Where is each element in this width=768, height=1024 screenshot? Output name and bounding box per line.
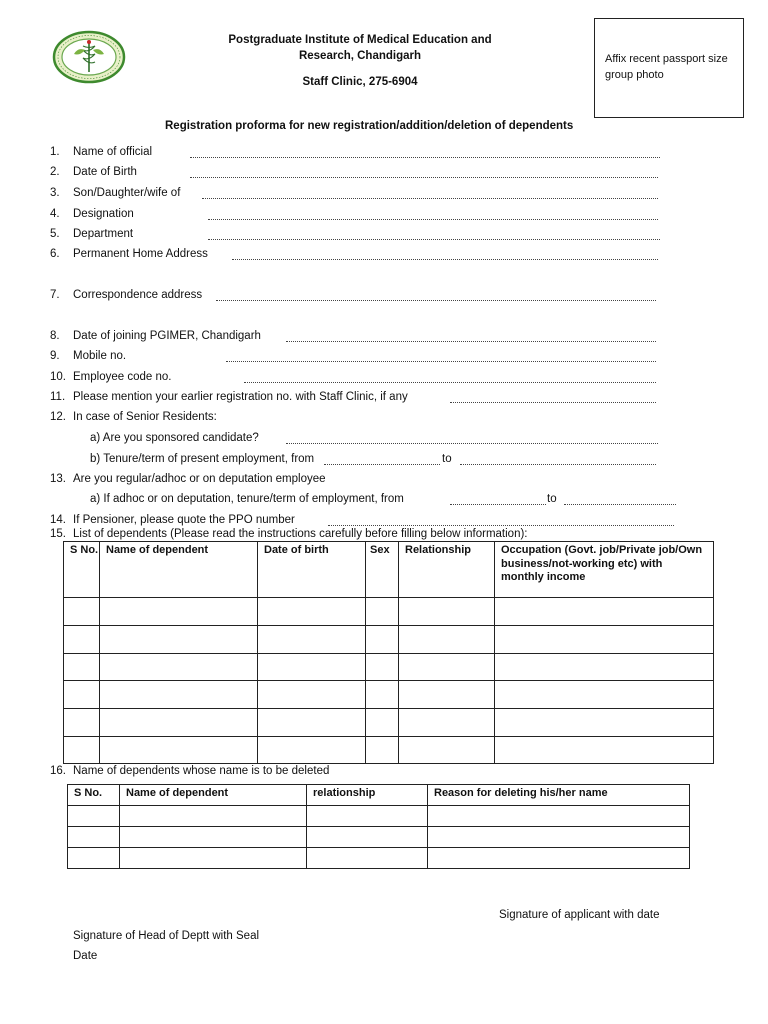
- item-label: a) Are you sponsored candidate?: [90, 432, 259, 444]
- item-label: Date of joining PGIMER, Chandigarh: [73, 330, 261, 342]
- item-label: Name of official: [73, 146, 153, 158]
- cell-name[interactable]: [100, 598, 258, 626]
- cell-relationship[interactable]: [307, 848, 428, 869]
- name-of-official-blank[interactable]: [190, 147, 660, 158]
- to-label: to: [547, 493, 557, 505]
- cell-name[interactable]: [100, 709, 258, 737]
- cell-reason[interactable]: [428, 806, 690, 827]
- cell-sex[interactable]: [366, 598, 399, 626]
- cell-sno[interactable]: [64, 681, 100, 709]
- item-label: Date of Birth: [73, 166, 137, 178]
- field-employee-type: [50, 474, 670, 488]
- earlier-registration-blank[interactable]: [450, 392, 656, 403]
- field-dependents-to-delete: [50, 766, 450, 780]
- col-sno: S No.: [68, 785, 120, 806]
- cell-sno[interactable]: [64, 709, 100, 737]
- cell-dob[interactable]: [258, 709, 366, 737]
- cell-relationship[interactable]: [399, 709, 495, 737]
- cell-occupation[interactable]: [495, 654, 714, 681]
- cell-relationship[interactable]: [307, 827, 428, 848]
- cell-dob[interactable]: [258, 681, 366, 709]
- cell-relationship[interactable]: [399, 598, 495, 626]
- field-date-of-joining: [50, 331, 670, 345]
- cell-reason[interactable]: [428, 848, 690, 869]
- ppo-number-blank[interactable]: [328, 515, 674, 526]
- signature-head-of-deptt: Signature of Head of Deptt with Seal: [73, 930, 260, 942]
- tenure-from-blank[interactable]: [324, 454, 440, 465]
- son-daughter-wife-of-blank[interactable]: [202, 188, 658, 199]
- cell-sex[interactable]: [366, 681, 399, 709]
- date-of-birth-blank[interactable]: [190, 167, 658, 178]
- photo-instruction: Affix recent passport size group photo: [605, 53, 728, 81]
- cell-sex[interactable]: [366, 654, 399, 681]
- field-name-of-official: [50, 147, 670, 161]
- col-sex: Sex: [366, 542, 399, 598]
- cell-occupation[interactable]: [495, 598, 714, 626]
- field-department: [50, 229, 670, 243]
- sponsored-candidate-blank[interactable]: [286, 433, 658, 444]
- field-adhoc-tenure: [50, 494, 680, 508]
- item-label: b) Tenure/term of present employment, from: [90, 453, 315, 465]
- table-row: [64, 737, 714, 764]
- col-name-of-dependent: Name of dependent: [100, 542, 258, 598]
- item-label: Son/Daughter/wife of: [73, 187, 181, 199]
- item-number: 1.: [50, 146, 60, 158]
- field-mobile-no: [50, 351, 670, 365]
- item-label: Name of dependents whose name is to be deleted: [73, 765, 330, 777]
- mobile-no-blank[interactable]: [226, 351, 656, 362]
- table-row: [64, 626, 714, 654]
- item-number: 15.: [50, 528, 66, 540]
- cell-relationship[interactable]: [399, 737, 495, 764]
- item-number: 12.: [50, 411, 66, 423]
- item-label: Please mention your earlier registration no. with Staff Clinic, if any: [73, 391, 408, 403]
- cell-occupation[interactable]: [495, 737, 714, 764]
- field-sponsored-candidate: [50, 433, 670, 447]
- field-tenure-present-employment: [50, 454, 670, 468]
- item-number: 11.: [50, 391, 66, 403]
- item-number: 7.: [50, 289, 60, 301]
- cell-reason[interactable]: [428, 827, 690, 848]
- dependents-table: [63, 541, 714, 764]
- item-label: In case of Senior Residents:: [73, 411, 217, 423]
- item-label: Permanent Home Address: [73, 248, 208, 260]
- permanent-home-address-blank[interactable]: [232, 249, 658, 260]
- cell-sex[interactable]: [366, 737, 399, 764]
- item-number: 6.: [50, 248, 60, 260]
- table-row: [68, 806, 690, 827]
- col-date-of-birth: Date of birth: [258, 542, 366, 598]
- item-number: 2.: [50, 166, 60, 178]
- item-number: 10.: [50, 371, 66, 383]
- cell-occupation[interactable]: [495, 626, 714, 654]
- field-correspondence-address: [50, 290, 670, 304]
- item-label: List of dependents (Please read the instructions carefully before filling below information):: [73, 528, 528, 540]
- cell-name[interactable]: [120, 827, 307, 848]
- cell-name[interactable]: [100, 737, 258, 764]
- cell-dob[interactable]: [258, 654, 366, 681]
- item-number: 13.: [50, 473, 66, 485]
- pgimer-logo: [52, 30, 126, 84]
- table-row: [68, 827, 690, 848]
- cell-occupation[interactable]: [495, 709, 714, 737]
- cell-dob[interactable]: [258, 737, 366, 764]
- col-name-of-dependent: Name of dependent: [120, 785, 307, 806]
- item-number: 3.: [50, 187, 60, 199]
- tenure-to-blank[interactable]: [460, 454, 656, 465]
- designation-blank[interactable]: [208, 209, 658, 220]
- item-number: 4.: [50, 208, 60, 220]
- cell-occupation[interactable]: [495, 681, 714, 709]
- table-row: [68, 848, 690, 869]
- item-number: 5.: [50, 228, 60, 240]
- cell-name[interactable]: [100, 654, 258, 681]
- adhoc-to-blank[interactable]: [564, 494, 676, 505]
- field-senior-residents: [50, 412, 670, 426]
- table-row: [64, 681, 714, 709]
- cell-sno[interactable]: [68, 806, 120, 827]
- cell-name[interactable]: [120, 848, 307, 869]
- col-reason-for-deleting: Reason for deleting his/her name: [428, 785, 690, 806]
- item-label: Department: [73, 228, 134, 240]
- item-label: Correspondence address: [73, 289, 203, 301]
- cell-sex[interactable]: [366, 626, 399, 654]
- field-earlier-registration: [50, 392, 670, 406]
- cell-dob[interactable]: [258, 626, 366, 654]
- col-sno: S No.: [64, 542, 100, 598]
- item-label: Mobile no.: [73, 350, 127, 362]
- table-row: [64, 654, 714, 681]
- item-label: a) If adhoc or on deputation, tenure/term of employment, from: [90, 493, 404, 505]
- item-label: Are you regular/adhoc or on deputation employee: [73, 473, 326, 485]
- correspondence-address-blank[interactable]: [216, 290, 656, 301]
- dependents-header-row: [64, 542, 714, 598]
- cell-relationship[interactable]: [399, 681, 495, 709]
- field-date-of-birth: [50, 167, 670, 181]
- cell-dob[interactable]: [258, 598, 366, 626]
- field-permanent-home-address: [50, 249, 670, 263]
- cell-sno[interactable]: [68, 848, 120, 869]
- signature-date: Date: [73, 950, 98, 962]
- cell-relationship[interactable]: [307, 806, 428, 827]
- cell-relationship[interactable]: [399, 654, 495, 681]
- date-of-joining-blank[interactable]: [286, 331, 656, 342]
- item-label: Employee code no.: [73, 371, 172, 383]
- field-designation: [50, 209, 670, 223]
- item-number: 8.: [50, 330, 60, 342]
- staff-clinic-phone: Staff Clinic, 275-6904: [302, 76, 418, 88]
- employee-code-blank[interactable]: [244, 372, 656, 383]
- form-title: Registration proforma for new registration/addition/deletion of dependents: [165, 120, 574, 132]
- col-relationship: Relationship: [399, 542, 495, 598]
- deletion-table: [67, 784, 690, 869]
- department-blank[interactable]: [208, 229, 660, 240]
- item-number: 14.: [50, 514, 66, 526]
- cell-sno[interactable]: [64, 598, 100, 626]
- col-occupation: Occupation (Govt. job/Private job/Own business/not-working etc) with monthly income: [495, 542, 714, 598]
- cell-name[interactable]: [100, 681, 258, 709]
- passport-photo-box[interactable]: [594, 18, 744, 118]
- item-label: Designation: [73, 208, 134, 220]
- field-son-daughter-wife-of: [50, 188, 670, 202]
- table-row: [64, 709, 714, 737]
- cell-sno[interactable]: [64, 654, 100, 681]
- cell-name[interactable]: [120, 806, 307, 827]
- to-label: to: [442, 453, 452, 465]
- field-ppo-number: [50, 515, 680, 529]
- cell-name[interactable]: [100, 626, 258, 654]
- item-number: 9.: [50, 350, 60, 362]
- item-label: If Pensioner, please quote the PPO number: [73, 514, 295, 526]
- deletion-header-row: [68, 785, 690, 806]
- field-employee-code: [50, 372, 670, 386]
- institute-name-line2: Research, Chandigarh: [298, 50, 422, 62]
- signature-applicant: Signature of applicant with date: [499, 909, 660, 921]
- cell-sno[interactable]: [64, 626, 100, 654]
- col-relationship: relationship: [307, 785, 428, 806]
- institute-name-line1: Postgraduate Institute of Medical Education and: [228, 34, 492, 46]
- cell-sex[interactable]: [366, 709, 399, 737]
- item-number: 16.: [50, 765, 66, 777]
- cell-sno[interactable]: [64, 737, 100, 764]
- cell-relationship[interactable]: [399, 626, 495, 654]
- table-row: [64, 598, 714, 626]
- adhoc-from-blank[interactable]: [450, 494, 546, 505]
- cell-sno[interactable]: [68, 827, 120, 848]
